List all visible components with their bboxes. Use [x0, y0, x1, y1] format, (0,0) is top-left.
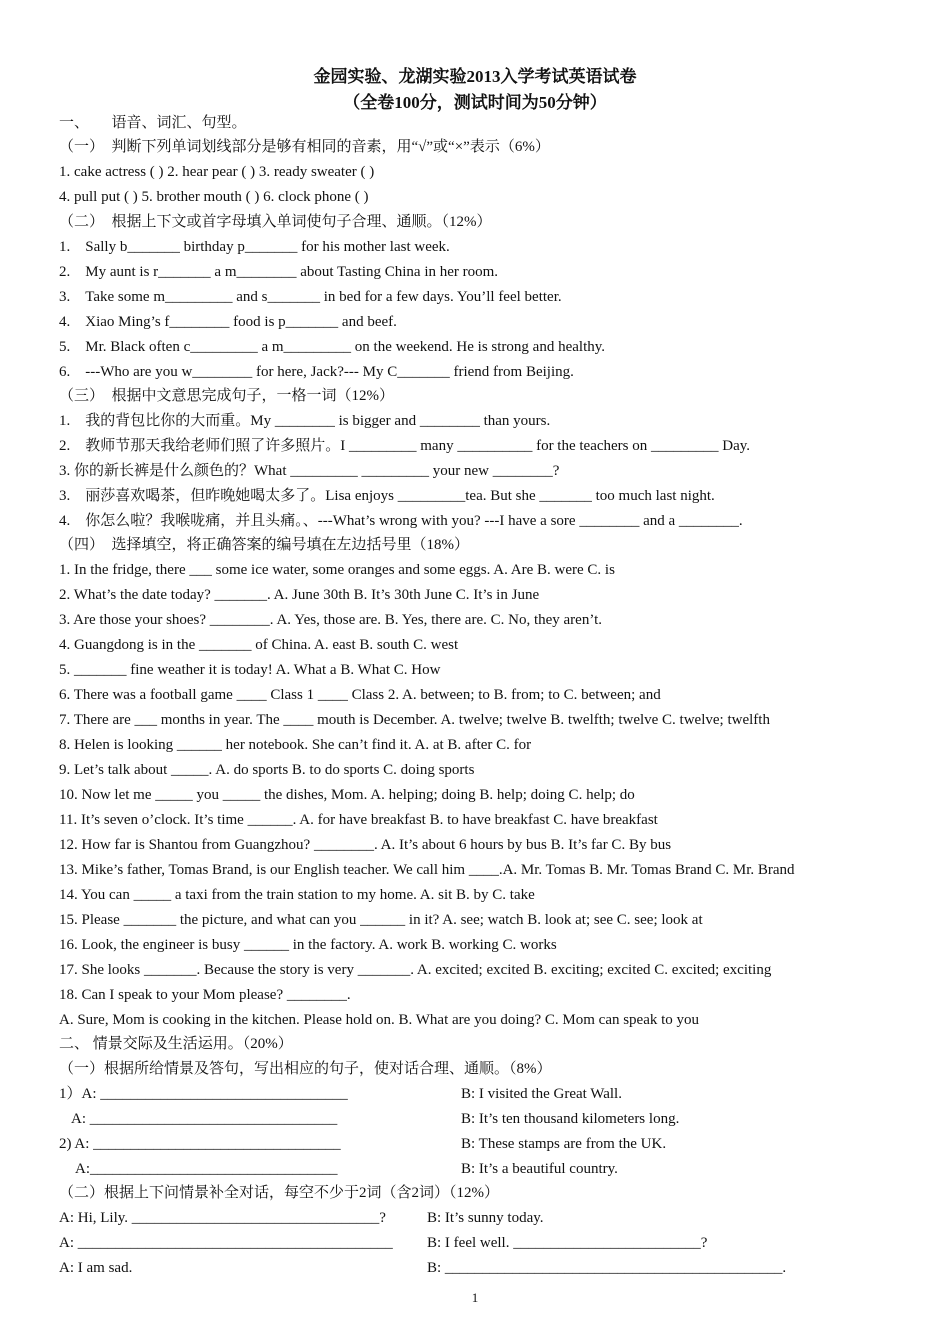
- choice-item: 11. It’s seven o’clock. It’s time ______. A. for have breakfast B. to have breakfast C. have breakfast: [59, 812, 658, 828]
- section2-heading: 二、 情景交际及生活运用。（20%）: [59, 1036, 293, 1052]
- dialog-b-line: B: It’s a beautiful country.: [461, 1161, 618, 1177]
- fill-item: 2. My aunt is r_______ a m________ about Tasting China in her room.: [59, 264, 499, 280]
- choice-item: 4. Guangdong is in the _______ of China. A. east B. south C. west: [59, 637, 459, 653]
- section2-part1-heading: （一）根据所给情景及答句，写出相应的句子，使对话合理、通顺。（8%）: [59, 1061, 552, 1077]
- fill-item: 4. Xiao Ming’s f________ food is p_______ and beef.: [59, 314, 397, 330]
- phonics-row-1: 1. cake actress ( ) 2. hear pear ( ) 3. ready sweater ( ): [59, 164, 375, 180]
- dialog-b-line: B: It’s ten thousand kilometers long.: [461, 1111, 680, 1127]
- fill-item: 5. Mr. Black often c_________ a m_________ on the weekend. He is strong and healthy.: [59, 339, 606, 355]
- section1-heading: 一、 语音、词汇、句型。: [59, 115, 247, 131]
- choice-item: 13. Mike’s father, Tomas Brand, is our English teacher. We call him ____.A. Mr. Tomas B. Mr. Tomas Brand C. Mr. Brand: [59, 862, 795, 878]
- choice-item: 6. There was a football game ____ Class 1 ____ Class 2. A. between; to B. from; to C. between; and: [59, 687, 661, 703]
- dialog-a-line: A: Hi, Lily. _________________________________?: [59, 1210, 386, 1226]
- choice-item: 3. Are those your shoes? ________. A. Yes, those are. B. Yes, there are. C. No, they aren’t.: [59, 612, 602, 628]
- dialog-a-line: A:_________________________________: [75, 1161, 338, 1177]
- translate-item: 3. 丽莎喜欢喝茶，但昨晚她喝太多了。Lisa enjoys _________tea. But she _______ too much last night.: [59, 488, 715, 504]
- translate-item: 2. 教师节那天我给老师们照了许多照片。I _________ many __________ for the teachers on _________ Day.: [59, 438, 751, 454]
- part3-heading: （三） 根据中文意思完成句子，一格一词（12%）: [59, 388, 394, 404]
- dialog-b-line: B: I visited the Great Wall.: [461, 1086, 622, 1102]
- choice-item: A. Sure, Mom is cooking in the kitchen. Please hold on. B. What are you doing? C. Mom can speak to you: [59, 1012, 700, 1028]
- choice-item: 12. How far is Shantou from Guangzhou? ________. A. It’s about 6 hours by bus B. It’s far C. By bus: [59, 837, 672, 853]
- choice-item: 7. There are ___ months in year. The ____ mouth is December. A. twelve; twelve B. twelfth; twelve C. twelve; twelfth: [59, 712, 770, 728]
- dialog-a-line: A: __________________________________________: [59, 1235, 393, 1251]
- dialog-a-line: 2) A: _________________________________: [59, 1136, 341, 1152]
- translate-item: 1. 我的背包比你的大而重。My ________ is bigger and ________ than yours.: [59, 413, 551, 429]
- translate-item: 4. 你怎么啦？我喉咙痛，并且头痛。、---What’s wrong with you? ---I have a sore ________ and a ________.: [59, 513, 743, 529]
- choice-item: 18. Can I speak to your Mom please? ________.: [59, 987, 351, 1003]
- exam-title: 金园实验、龙湖实验2013入学考试英语试卷: [313, 67, 637, 86]
- phonics-row-2: 4. pull put ( ) 5. brother mouth ( ) 6. clock phone ( ): [59, 189, 369, 205]
- dialog-b-line: B: I feel well. _________________________?: [427, 1235, 708, 1251]
- choice-item: 10. Now let me _____ you _____ the dishes, Mom. A. helping; doing B. help; doing C. help; do: [59, 787, 635, 803]
- translate-item: 3. 你的新长裤是什么颜色的？What _________ _________ your new ________?: [59, 463, 560, 479]
- choice-item: 2. What’s the date today? _______. A. June 30th B. It’s 30th June C. It’s in June: [59, 587, 540, 603]
- choice-item: 9. Let’s talk about _____. A. do sports B. to do sports C. doing sports: [59, 762, 475, 778]
- dialog-a-line: A: I am sad.: [59, 1260, 133, 1276]
- choice-item: 5. _______ fine weather it is today! A. What a B. What C. How: [59, 662, 441, 678]
- part4-heading: （四） 选择填空，将正确答案的编号填在左边括号里（18%）: [59, 537, 469, 553]
- part2-heading: （二） 根据上下文或首字母填入单词使句子合理、通顺。（12%）: [59, 214, 492, 230]
- choice-item: 1. In the fridge, there ___ some ice water, some oranges and some eggs. A. Are B. were C. is: [59, 562, 615, 578]
- choice-item: 16. Look, the engineer is busy ______ in the factory. A. work B. working C. works: [59, 937, 557, 953]
- choice-item: 8. Helen is looking ______ her notebook. She can’t find it. A. at B. after C. for: [59, 737, 532, 753]
- fill-item: 1. Sally b_______ birthday p_______ for his mother last week.: [59, 239, 450, 255]
- dialog-b-line: B: It’s sunny today.: [427, 1210, 544, 1226]
- section2-part2-heading: （二）根据上下问情景补全对话，每空不少于2词（含2词）（12%）: [59, 1185, 499, 1201]
- dialog-b-line: B: _____________________________________________.: [427, 1260, 787, 1276]
- page-number: 1: [471, 1290, 479, 1305]
- choice-item: 15. Please _______ the picture, and what can you ______ in it? A. see; watch B. look at; see C. see; look at: [59, 912, 703, 928]
- dialog-a-line: A: _________________________________: [71, 1111, 338, 1127]
- choice-item: 14. You can _____ a taxi from the train station to my home. A. sit B. by C. take: [59, 887, 535, 903]
- fill-item: 6. ---Who are you w________ for here, Jack?--- My C_______ friend from Beijing.: [59, 364, 574, 380]
- exam-subtitle: （全卷100分，测试时间为50分钟）: [343, 93, 607, 112]
- part1-heading: （一） 判断下列单词划线部分是够有相同的音素，用“√”或“×”表示（6%）: [59, 139, 550, 155]
- choice-item: 17. She looks _______. Because the story is very _______. A. excited; excited B. exciting; excited C. excited; exciting: [59, 962, 772, 978]
- dialog-b-line: B: These stamps are from the UK.: [461, 1136, 667, 1152]
- fill-item: 3. Take some m_________ and s_______ in bed for a few days. You’ll feel better.: [59, 289, 562, 305]
- dialog-a-line: 1）A: _________________________________: [59, 1086, 348, 1102]
